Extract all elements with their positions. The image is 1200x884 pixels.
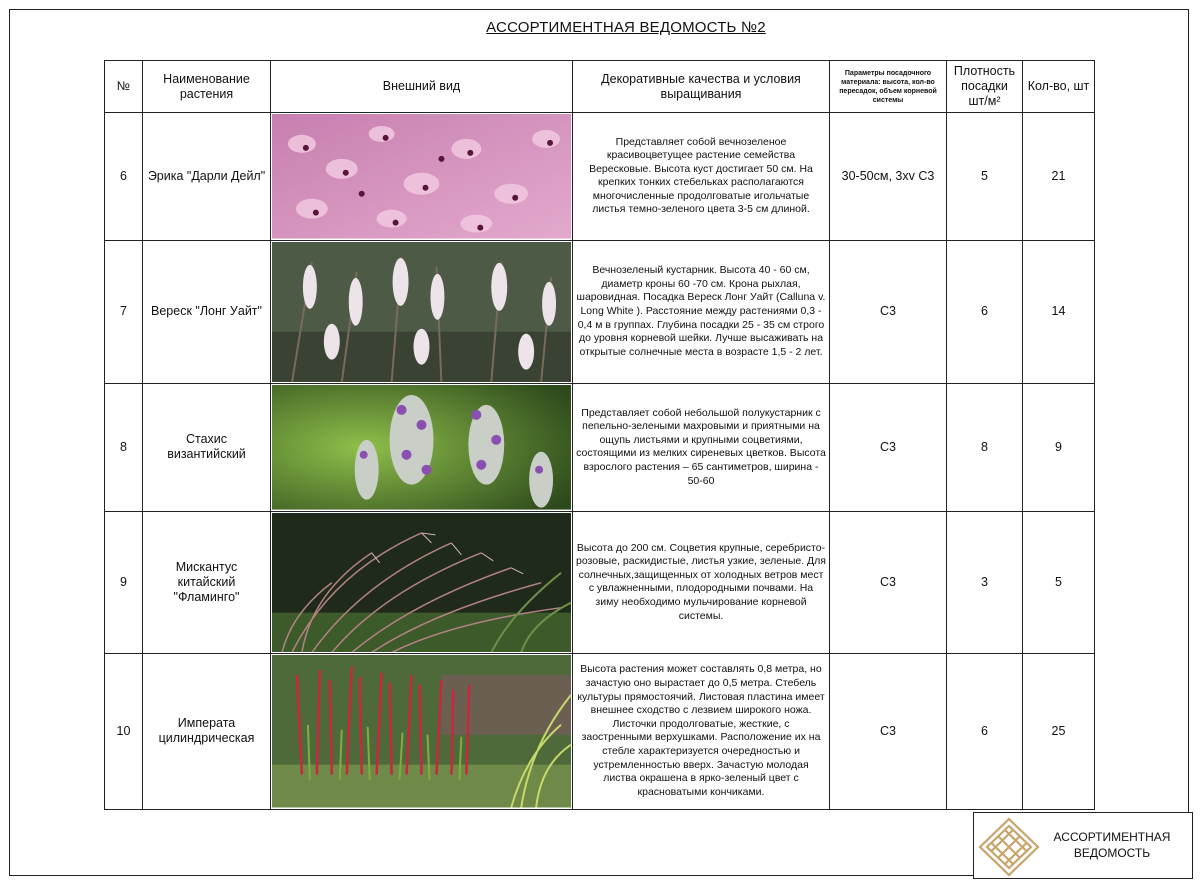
plant-quantity: 14 bbox=[1023, 240, 1095, 384]
assortment-table bbox=[104, 60, 1095, 810]
plant-photo-cell bbox=[271, 240, 573, 384]
plant-params: С3 bbox=[830, 240, 947, 384]
plant-name: Вереск "Лонг Уайт" bbox=[143, 240, 271, 384]
table-row bbox=[105, 384, 1095, 512]
header-row bbox=[105, 61, 1095, 113]
plant-description: Высота до 200 см. Соцветия крупные, серебристо-розовые, раскидистые, листья узкие, зеленые. Для солнечных,защищенных от холодных ветров мест с увлажненными, плодородными почвами. На зиму необходимо мульчирование корневой системы. bbox=[573, 511, 830, 654]
miscanthus-photo bbox=[272, 513, 571, 653]
col-header-params: Параметры посадочного материала: высота, кол-во пересадок, объем корневой системы bbox=[830, 61, 947, 113]
plant-density: 6 bbox=[947, 654, 1023, 809]
plant-density: 8 bbox=[947, 384, 1023, 512]
table-row bbox=[105, 511, 1095, 654]
row-num: 9 bbox=[105, 511, 143, 654]
plant-quantity: 5 bbox=[1023, 511, 1095, 654]
col-header-description: Декоративные качества и условия выращивания bbox=[573, 61, 830, 113]
plant-name: Стахис византийский bbox=[143, 384, 271, 512]
plant-name: Мискантус китайский "Фламинго" bbox=[143, 511, 271, 654]
plant-photo-cell bbox=[271, 113, 573, 241]
plant-params: С3 bbox=[830, 511, 947, 654]
plant-name: Императа цилиндрическая bbox=[143, 654, 271, 809]
stamp-text bbox=[1042, 829, 1182, 861]
plant-quantity: 9 bbox=[1023, 384, 1095, 512]
calluna-photo bbox=[272, 242, 571, 383]
plant-density: 6 bbox=[947, 240, 1023, 384]
stachys-photo bbox=[272, 385, 571, 510]
plant-description: Вечнозеленый кустарник. Высота 40 - 60 см, диаметр кроны 60 -70 см. Крона рыхлая, шаровидная. Посадка Вереск Лонг Уайт (Calluna v. Long White ). Расстояние между растениями 0,3 - 0,4 м в группах. Глубина посадки 25 - 35 см строго до уровня корневой шейки. Лучше высаживать на открытые солнечные места в возрасте 1,5 - 2 лет. bbox=[573, 240, 830, 384]
plant-quantity: 25 bbox=[1023, 654, 1095, 809]
col-header-num: № bbox=[105, 61, 143, 113]
diamond-logo-icon bbox=[978, 817, 1040, 877]
imperata-photo bbox=[272, 655, 571, 807]
plant-quantity: 21 bbox=[1023, 113, 1095, 241]
stamp-line-2: ВЕДОМОСТЬ bbox=[1073, 846, 1151, 860]
plant-params: С3 bbox=[830, 654, 947, 809]
title-stamp bbox=[973, 812, 1193, 879]
row-num: 10 bbox=[105, 654, 143, 809]
col-header-image: Внешний вид bbox=[271, 61, 573, 113]
col-header-density: Плотность посадки шт/м² bbox=[947, 61, 1023, 113]
plant-photo-cell bbox=[271, 654, 573, 809]
col-header-quantity: Кол-во, шт bbox=[1023, 61, 1095, 113]
plant-density: 3 bbox=[947, 511, 1023, 654]
col-header-name: Наименование растения bbox=[143, 61, 271, 113]
plant-density: 5 bbox=[947, 113, 1023, 241]
table-row bbox=[105, 113, 1095, 241]
table-row bbox=[105, 240, 1095, 384]
plant-params: 30-50см, 3хv С3 bbox=[830, 113, 947, 241]
stamp-line-1: АССОРТИМЕНТНАЯ bbox=[1053, 830, 1171, 844]
erica-photo bbox=[272, 114, 571, 239]
row-num: 6 bbox=[105, 113, 143, 241]
plant-description: Представляет собой небольшой полукустарник с пепельно-зелеными махровыми и приятными на ощупь листьями и крупными соцветиями, состоящими из мелких сиреневых цветков. Высота взрослого растения – 65 сантиметров, ширина - 50-60 bbox=[573, 384, 830, 512]
plant-photo-cell bbox=[271, 511, 573, 654]
plant-description: Представляет собой вечнозеленое красивоцветущее растение семейства Вересковые. Высота куст достигает 50 см. На крепких тонких стебельках располагаются многочисленные продолговатые игольчатые листья темно-зеленого цвета 3-5 см длиной. bbox=[573, 113, 830, 241]
plant-description: Высота растения может составлять 0,8 метра, но зачастую оно вырастает до 0,5 метра. Стебель культуры прямостоячий. Листовая пластина имеет внешнее сходство с лезвием широкого ножа. Листочки продолговатые, жесткие, с заостренными верхушками. Расположение их на стебле характеризуется очередностью и устремленностью вверх. Зачастую молодая листва окрашена в ярко-зеленый цвет с красноватыми кончиками. bbox=[573, 654, 830, 809]
table-row bbox=[105, 654, 1095, 809]
plant-photo-cell bbox=[271, 384, 573, 512]
plant-name: Эрика "Дарли Дейл" bbox=[143, 113, 271, 241]
row-num: 7 bbox=[105, 240, 143, 384]
document-title: АССОРТИМЕНТНАЯ ВЕДОМОСТЬ №2 bbox=[486, 19, 766, 36]
plant-params: С3 bbox=[830, 384, 947, 512]
row-num: 8 bbox=[105, 384, 143, 512]
